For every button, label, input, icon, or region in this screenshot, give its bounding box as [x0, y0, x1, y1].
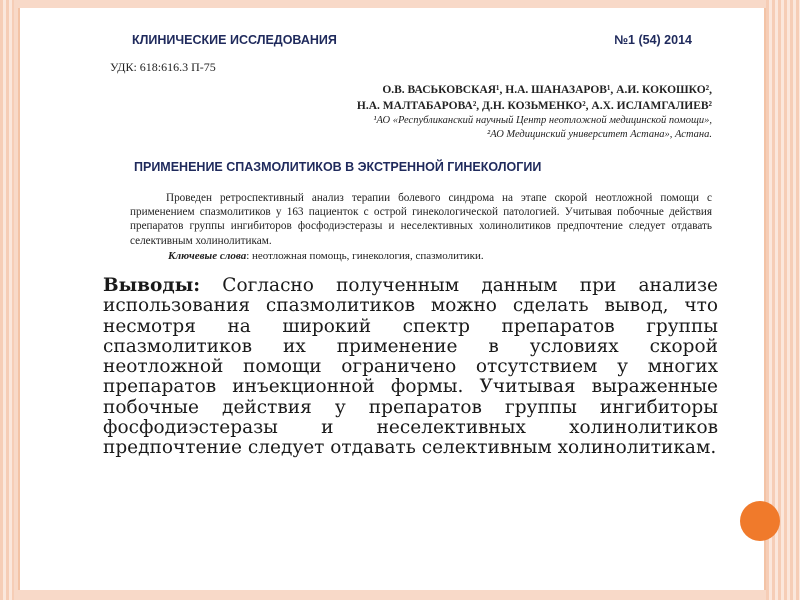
journal-section-title: КЛИНИЧЕСКИЕ ИССЛЕДОВАНИЯ: [132, 33, 337, 47]
authors-line-2: Н.А. МАЛТАБАРОВА², Д.Н. КОЗЬМЕНКО², А.Х. ИСЛАМГАЛИЕВ²: [356, 100, 712, 112]
conclusion-block: [103, 276, 718, 459]
left-decorative-stripe: [0, 0, 14, 600]
conclusion-label: Выводы:: [103, 275, 201, 296]
accent-circle-decoration: [740, 501, 780, 541]
conclusion-text: Согласно полученным данным при анализе использования спазмолитиков можно сделать вывод, что несмотря на широкий спектр препаратов группы спазмолитиков их применение в условиях скорой неотложной помощи ограничено отсутствием у многих препаратов инъекционной формы. Учитывая выраженные побочные действия у препаратов группы ингибиторы фосфодиэстеразы и неселективных холинолитиков предпочтение следует отдавать селективным холинолитикам.: [103, 275, 718, 459]
udc-code: УДК: 618:616.3 П-75: [110, 60, 216, 74]
journal-header: [132, 33, 692, 51]
article-title: ПРИМЕНЕНИЕ СПАЗМОЛИТИКОВ В ЭКСТРЕННОЙ ГИНЕКОЛОГИИ: [134, 160, 542, 174]
affiliations-block: [290, 114, 712, 142]
affiliation-1: ¹АО «Республиканский научный Центр неотложной медицинской помощи»,: [373, 115, 712, 126]
authors-line-1: О.В. ВАСЬКОВСКАЯ¹, Н.А. ШАНАЗАРОВ¹, А.И. КОКОШКО²,: [382, 84, 712, 96]
journal-issue-number: №1 (54) 2014: [614, 33, 692, 47]
authors-block: [300, 82, 712, 114]
keywords-text: : неотложная помощь, гинекология, спазмолитики.: [246, 250, 484, 262]
keywords-label: Ключевые слова: [168, 250, 247, 262]
abstract: [130, 191, 712, 248]
abstract-text: Проведен ретроспективный анализ терапии болевого синдрома на этапе скорой неотложной помощи с применением спазмолитиков у 163 пациенток с острой гинекологической патологией. Учитывая побочные действия препаратов группы ингибиторов фосфодиэстеразы и неселективных холинолитиков предпочтение следует отдавать селективным холинолитикам.: [130, 192, 712, 247]
keywords: [168, 250, 708, 262]
affiliation-2: ²АО Медицинский университет Астана», Астана.: [487, 129, 712, 140]
